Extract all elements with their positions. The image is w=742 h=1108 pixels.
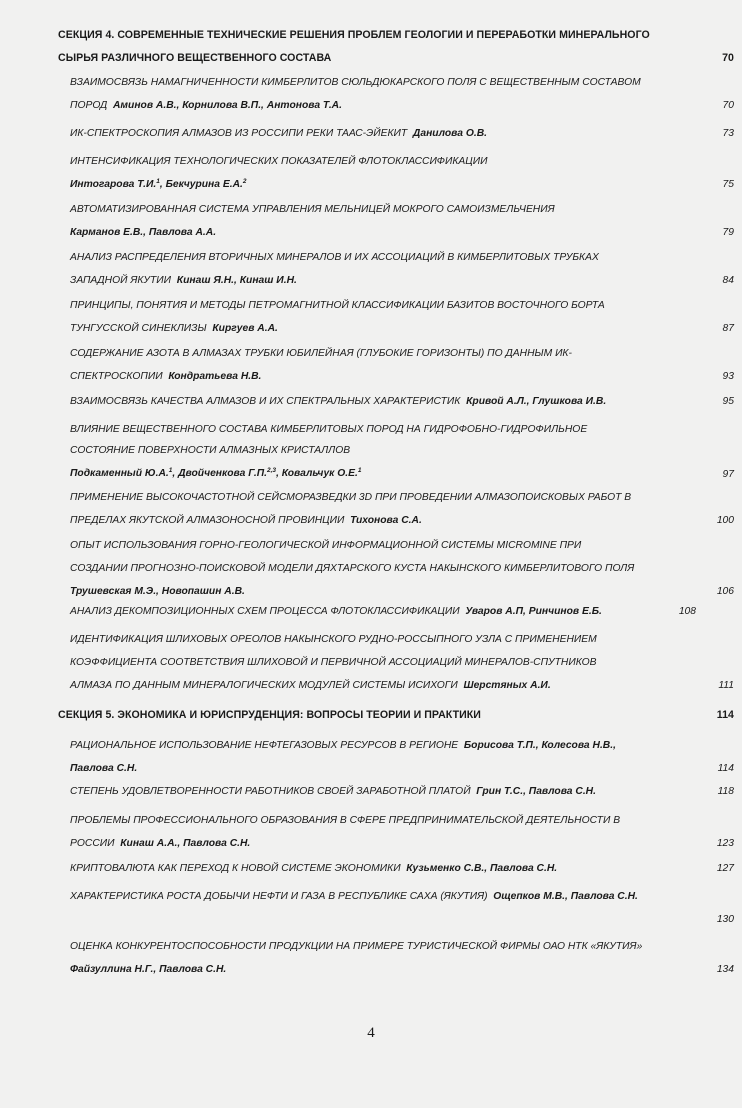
entry-title: СОДЕРЖАНИЕ АЗОТА В АЛМАЗАХ ТРУБКИ ЮБИЛЕЙНАЯ (ГЛУБОКИЕ ГОРИЗОНТЫ) ПО ДАННЫМ ИК-	[70, 348, 572, 359]
section-title-line: СЕКЦИЯ 4. СОВРЕМЕННЫЕ ТЕХНИЧЕСКИЕ РЕШЕНИЯ ПРОБЛЕМ ГЕОЛОГИИ И ПЕРЕРАБОТКИ МИНЕРАЛЬНОГО	[58, 29, 650, 41]
entry-authors: Аминов А.В., Корнилова В.П., Антонова Т.А.	[112, 100, 342, 111]
toc-entry	[70, 71, 734, 117]
entry-page-number: 123	[716, 838, 734, 849]
entry-authors: Файзуллина Н.Г., Павлова С.Н.	[70, 964, 227, 975]
entry-authors: Борисова Т.П., Колесова Н.В.,	[463, 740, 616, 751]
toc-entry	[70, 628, 734, 697]
entry-page-number: 87	[722, 323, 734, 334]
entry-title: ПРОБЛЕМЫ ПРОФЕССИОНАЛЬНОГО ОБРАЗОВАНИЯ В СФЕРЕ ПРЕДПРИНИМАТЕЛЬСКОЙ ДЕЯТЕЛЬНОСТИ В	[70, 815, 621, 826]
section-title-line: СЕКЦИЯ 5. ЭКОНОМИКА И ЮРИСПРУДЕНЦИЯ: ВОПРОСЫ ТЕОРИИ И ПРАКТИКИ	[58, 709, 481, 721]
entry-authors: Карманов Е.В., Павлова А.А.	[70, 227, 217, 238]
entry-title: ТУНГУССКОЙ СИНЕКЛИЗЫ	[70, 323, 207, 334]
entry-page-number: 130	[716, 914, 734, 925]
entry-title: ИНТЕНСИФИКАЦИЯ ТЕХНОЛОГИЧЕСКИХ ПОКАЗАТЕЛЕЙ ФЛОТОКЛАССИФИКАЦИИ	[70, 156, 488, 167]
toc-entry	[70, 809, 734, 855]
entry-title: АЛМАЗА ПО ДАННЫМ МИНЕРАЛОГИЧЕСКИХ МОДУЛЕЙ СИСТЕМЫ ИСИХОГИ	[70, 680, 458, 691]
entry-page-number: 108	[678, 606, 696, 617]
entry-title: ОЦЕНКА КОНКУРЕНТОСПОСОБНОСТИ ПРОДУКЦИИ НА ПРИМЕРЕ ТУРИСТИЧЕСКОЙ ФИРМЫ ОАО НТК «ЯКУТИЯ»	[70, 941, 643, 952]
entry-page-number: 134	[716, 964, 734, 975]
entry-authors: Данилова О.В.	[412, 128, 487, 139]
entry-title: СПЕКТРОСКОПИИ	[70, 371, 163, 382]
section-heading	[58, 24, 734, 70]
toc-entry	[70, 418, 734, 486]
entry-title: ПРИНЦИПЫ, ПОНЯТИЯ И МЕТОДЫ ПЕТРОМАГНИТНОЙ КЛАССИФИКАЦИИ БАЗИТОВ ВОСТОЧНОГО БОРТА	[70, 300, 605, 311]
entry-authors: Кривой А.Л., Глушкова И.В.	[466, 396, 607, 407]
entry-page-number: 114	[717, 763, 734, 774]
toc-entry	[70, 734, 734, 780]
entry-authors: Кинаш А.А., Павлова С.Н.	[120, 838, 251, 849]
section-title-line: СЫРЬЯ РАЗЛИЧНОГО ВЕЩЕСТВЕННОГО СОСТАВА	[58, 52, 332, 64]
entry-authors: Подкаменный Ю.А.$^1$, Двойченкова Г.П.$^{2,3}$, Ковальчук О.Е.$^1$	[70, 467, 362, 479]
entry-authors: Ощепков М.В., Павлова С.Н.	[493, 891, 638, 902]
entry-authors: Грин Т.С., Павлова С.Н.	[476, 786, 596, 797]
toc-entry	[70, 198, 734, 244]
entry-title: КОЭФФИЦИЕНТА СООТВЕТСТВИЯ ШЛИХОВОЙ И ПЕРВИЧНОЙ АССОЦИАЦИЙ МИНЕРАЛОВ-СПУТНИКОВ	[70, 657, 597, 668]
toc-entry	[70, 935, 734, 981]
entry-title: АВТОМАТИЗИРОВАННАЯ СИСТЕМА УПРАВЛЕНИЯ МЕЛЬНИЦЕЙ МОКРОГО САМОИЗМЕЛЬЧЕНИЯ	[70, 204, 555, 215]
entry-title: СОСТОЯНИЕ ПОВЕРХНОСТИ АЛМАЗНЫХ КРИСТАЛЛОВ	[70, 445, 351, 456]
entry-title: КРИПТОВАЛЮТА КАК ПЕРЕХОД К НОВОЙ СИСТЕМЕ ЭКОНОМИКИ	[70, 863, 401, 874]
toc-entry	[70, 885, 734, 931]
entry-authors: Интогарова Т.И.$^1$, Бекчурина Е.А.$^2$	[70, 178, 247, 190]
entry-page-number: 84	[722, 275, 734, 286]
entry-title: ХАРАКТЕРИСТИКА РОСТА ДОБЫЧИ НЕФТИ И ГАЗА В РЕСПУБЛИКЕ САХА (ЯКУТИЯ)	[70, 891, 488, 902]
entry-authors: Павлова С.Н.	[70, 763, 138, 774]
toc-entry	[70, 780, 734, 803]
entry-authors: Тихонова С.А.	[350, 515, 422, 526]
section-page-number: 114	[716, 709, 734, 721]
entry-title: РАЦИОНАЛЬНОЕ ИСПОЛЬЗОВАНИЕ НЕФТЕГАЗОВЫХ РЕСУРСОВ В РЕГИОНЕ	[70, 740, 459, 751]
toc-entry	[70, 390, 734, 413]
entry-page-number: 75	[722, 179, 734, 190]
entry-title: ЗАПАДНОЙ ЯКУТИИ	[70, 275, 172, 286]
toc-entry	[70, 342, 734, 388]
toc-entry	[70, 246, 734, 292]
entry-page-number: 73	[722, 128, 734, 139]
entry-page-number: 106	[716, 586, 734, 597]
entry-page-number: 100	[716, 515, 734, 526]
toc-entry	[70, 486, 734, 532]
entry-page-number: 127	[716, 863, 734, 874]
toc-entry	[70, 857, 734, 880]
entry-title: ОПЫТ ИСПОЛЬЗОВАНИЯ ГОРНО-ГЕОЛОГИЧЕСКОЙ ИНФОРМАЦИОННОЙ СИСТЕМЫ MICROMINE ПРИ	[70, 540, 582, 551]
toc-entry	[70, 294, 734, 340]
entry-page-number: 97	[722, 469, 734, 480]
toc-entry	[70, 150, 734, 196]
entry-page-number: 111	[718, 680, 734, 691]
entry-page-number: 118	[717, 786, 734, 797]
entry-title: РОССИИ	[70, 838, 115, 849]
entry-page-number: 79	[722, 227, 734, 238]
entry-authors: Кинаш Я.Н., Кинаш И.Н.	[176, 275, 297, 286]
section-heading	[58, 704, 734, 727]
entry-title: АНАЛИЗ РАСПРЕДЕЛЕНИЯ ВТОРИЧНЫХ МИНЕРАЛОВ И ИХ АССОЦИАЦИЙ В КИМБЕРЛИТОВЫХ ТРУБКАХ	[70, 252, 599, 263]
entry-authors: Трушевская М.Э., Новопашин А.В.	[70, 586, 245, 597]
entry-page-number: 93	[722, 371, 734, 382]
entry-page-number: 95	[722, 396, 734, 407]
entry-title: ПОРОД	[70, 100, 108, 111]
toc-entry	[70, 534, 734, 603]
entry-title: АНАЛИЗ ДЕКОМПОЗИЦИОННЫХ СХЕМ ПРОЦЕССА ФЛОТОКЛАССИФИКАЦИИ	[70, 606, 460, 617]
entry-title: СТЕПЕНЬ УДОВЛЕТВОРЕННОСТИ РАБОТНИКОВ СВОЕЙ ЗАРАБОТНОЙ ПЛАТОЙ	[70, 786, 471, 797]
toc-entry	[70, 122, 734, 145]
entry-title: ИДЕНТИФИКАЦИЯ ШЛИХОВЫХ ОРЕОЛОВ НАКЫНСКОГО РУДНО-РОССЫПНОГО УЗЛА С ПРИМЕНЕНИЕМ	[70, 634, 597, 645]
entry-title: ПРЕДЕЛАХ ЯКУТСКОЙ АЛМАЗОНОСНОЙ ПРОВИНЦИИ	[70, 515, 345, 526]
section-page-number: 70	[722, 52, 734, 64]
entry-title: ВЗАИМОСВЯЗЬ КАЧЕСТВА АЛМАЗОВ И ИХ СПЕКТРАЛЬНЫХ ХАРАКТЕРИСТИК	[70, 396, 461, 407]
entry-authors: Кондратьева Н.В.	[168, 371, 262, 382]
entry-title: СОЗДАНИИ ПРОГНОЗНО-ПОИСКОВОЙ МОДЕЛИ ДЯХТАРСКОГО КУСТА НАКЫНСКОГО КИМБЕРЛИТОВОГО ПОЛЯ	[70, 563, 635, 574]
page-number: 4	[367, 1025, 375, 1041]
entry-authors: Кузьменко С.В., Павлова С.Н.	[406, 863, 558, 874]
entry-title: ВЗАИМОСВЯЗЬ НАМАГНИЧЕННОСТИ КИМБЕРЛИТОВ СЮЛЬДЮКАРСКОГО ПОЛЯ С ВЕЩЕСТВЕННЫМ СОСТАВОМ	[70, 77, 641, 88]
entry-authors: Шерстяных А.И.	[463, 680, 551, 691]
entry-authors: Уваров А.П, Ринчинов Е.Б.	[465, 606, 602, 617]
entry-authors: Киргуев А.А.	[212, 323, 278, 334]
entry-title: ПРИМЕНЕНИЕ ВЫСОКОЧАСТОТНОЙ СЕЙСМОРАЗВЕДКИ 3D ПРИ ПРОВЕДЕНИИ АЛМАЗОПОИСКОВЫХ РАБОТ В	[70, 492, 632, 503]
entry-title: ИК-СПЕКТРОСКОПИЯ АЛМАЗОВ ИЗ РОССИПИ РЕКИ ТААС-ЭЙЕКИТ	[70, 128, 408, 139]
toc-entry	[70, 600, 734, 623]
entry-page-number: 70	[722, 100, 734, 111]
entry-title: ВЛИЯНИЕ ВЕЩЕСТВЕННОГО СОСТАВА КИМБЕРЛИТОВЫХ ПОРОД НА ГИДРОФОБНО-ГИДРОФИЛЬНОЕ	[70, 424, 588, 435]
